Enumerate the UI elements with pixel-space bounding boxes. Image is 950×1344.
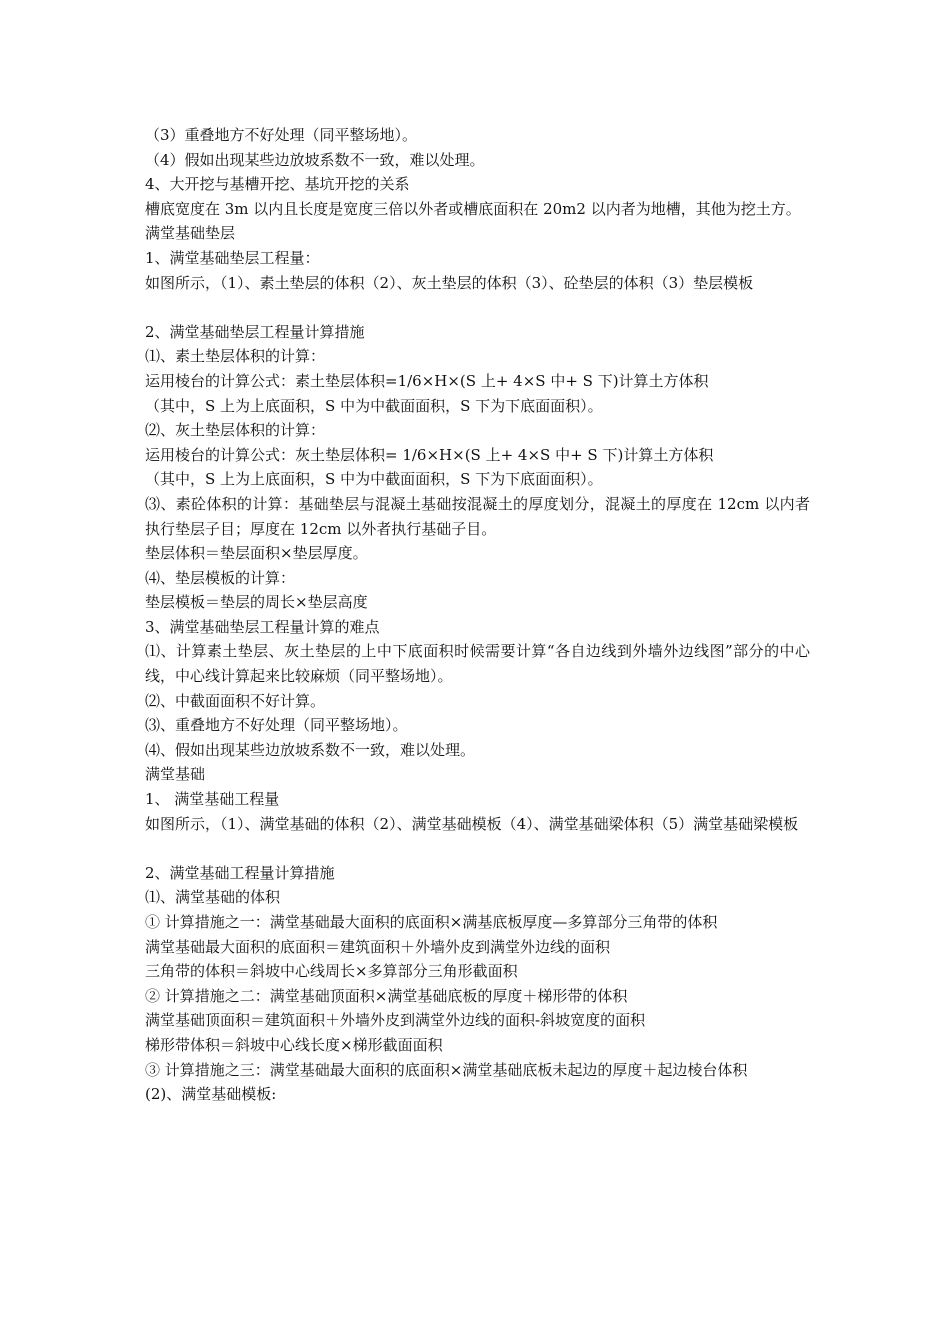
section-heading: 2、满堂基础工程量计算措施 <box>145 863 335 882</box>
section-title: 满堂基础垫层 <box>145 224 236 243</box>
formula-line: 运用棱台的计算公式：灰土垫层体积= 1/6×H×(S 上+ 4×S 中+ S 下)计算土方体积 <box>145 445 714 464</box>
paragraph: 槽底宽度在 3m 以内且长度是宽度三倍以外者或槽底面积在 20m2 以内者为地槽，其他为挖土方。 <box>145 199 801 218</box>
text-line: ⑷、垫层模板的计算： <box>145 568 296 587</box>
formula-line: 梯形带体积＝斜坡中心线长度×梯形截面面积 <box>145 1035 443 1054</box>
text-line: ⑵、中截面面积不好计算。 <box>145 691 326 710</box>
text-line: ⑷、假如出现某些边放坡系数不一致，难以处理。 <box>145 740 476 759</box>
text-line: （3）重叠地方不好处理（同平整场地）。 <box>145 126 418 144</box>
paragraph: ③ 计算措施之三：满堂基础最大面积的底面积×满堂基础底板未起边的厚度＋起边棱台体积 <box>145 1060 748 1079</box>
text-line: ② 计算措施之二：满堂基础顶面积×满堂基础底板的厚度＋梯形带的体积 <box>145 986 628 1005</box>
text-line: ⑶、重叠地方不好处理（同平整场地）。 <box>145 716 408 735</box>
formula-line: 满堂基础最大面积的底面积＝建筑面积＋外墙外皮到满堂外边线的面积 <box>145 937 611 956</box>
formula-line: 垫层模板＝垫层的周长×垫层高度 <box>145 593 368 612</box>
paragraph: ⑶、素砼体积的计算：基础垫层与混凝土基础按混凝土的厚度划分，混凝土的厚度在 12cm 以内者执行垫层子目；厚度在 12cm 以外者执行基础子目。 <box>145 494 810 538</box>
text-line: ⑵、灰土垫层体积的计算： <box>145 421 326 440</box>
blank-line <box>145 295 810 320</box>
paragraph: 如图所示，（1）、满堂基础的体积（2）、满堂基础模板（4）、满堂基础梁体积（5）满堂基础梁模板 <box>145 814 799 833</box>
text-line: （其中，S 上为上底面积，S 中为中截面面积，S 下为下底面面积）。 <box>145 396 603 415</box>
text-line: ① 计算措施之一：满堂基础最大面积的底面积×满基底板厚度—多算部分三角带的体积 <box>145 913 718 931</box>
paragraph: 如图所示，（1）、素土垫层的体积（2）、灰土垫层的体积（3）、砼垫层的体积（3）垫层模板 <box>145 273 754 292</box>
formula-line: 三角带的体积＝斜坡中心线周长×多算部分三角形截面积 <box>145 962 518 981</box>
text-line: ⑴、满堂基础的体积 <box>145 888 281 907</box>
section-heading: 1、满堂基础垫层工程量： <box>145 248 320 267</box>
section-heading: 4、大开挖与基槽开挖、基坑开挖的关系 <box>145 175 410 194</box>
text-line: （其中，S 上为上底面积，S 中为中截面面积，S 下为下底面面积）。 <box>145 470 603 489</box>
section-heading: 1、 满堂基础工程量 <box>145 790 280 809</box>
section-heading: 3、满堂基础垫层工程量计算的难点 <box>145 617 380 636</box>
section-heading: 2、满堂基础垫层工程量计算措施 <box>145 322 365 341</box>
text-line: ⑴、素土垫层体积的计算： <box>145 347 326 366</box>
text-line: (2)、满堂基础模板: <box>145 1085 277 1104</box>
section-title: 满堂基础 <box>145 765 206 784</box>
formula-line: 满堂基础顶面积＝建筑面积＋外墙外皮到满堂外边线的面积-斜坡宽度的面积 <box>145 1011 646 1030</box>
formula-line: 垫层体积＝垫层面积×垫层厚度。 <box>145 544 368 563</box>
text-line: （4）假如出现某些边放坡系数不一致，难以处理。 <box>145 150 485 169</box>
blank-line <box>145 836 810 861</box>
document-body <box>145 123 810 1107</box>
formula-line: 运用棱台的计算公式：素土垫层体积=1/6×H×(S 上+ 4×S 中+ S 下)计算土方体积 <box>145 371 709 390</box>
paragraph: ⑴、计算素土垫层、灰土垫层的上中下底面积时候需要计算“各自边线到外墙外边线图”部分的中心线，中心线计算起来比较麻烦（同平整场地）。 <box>145 642 810 686</box>
